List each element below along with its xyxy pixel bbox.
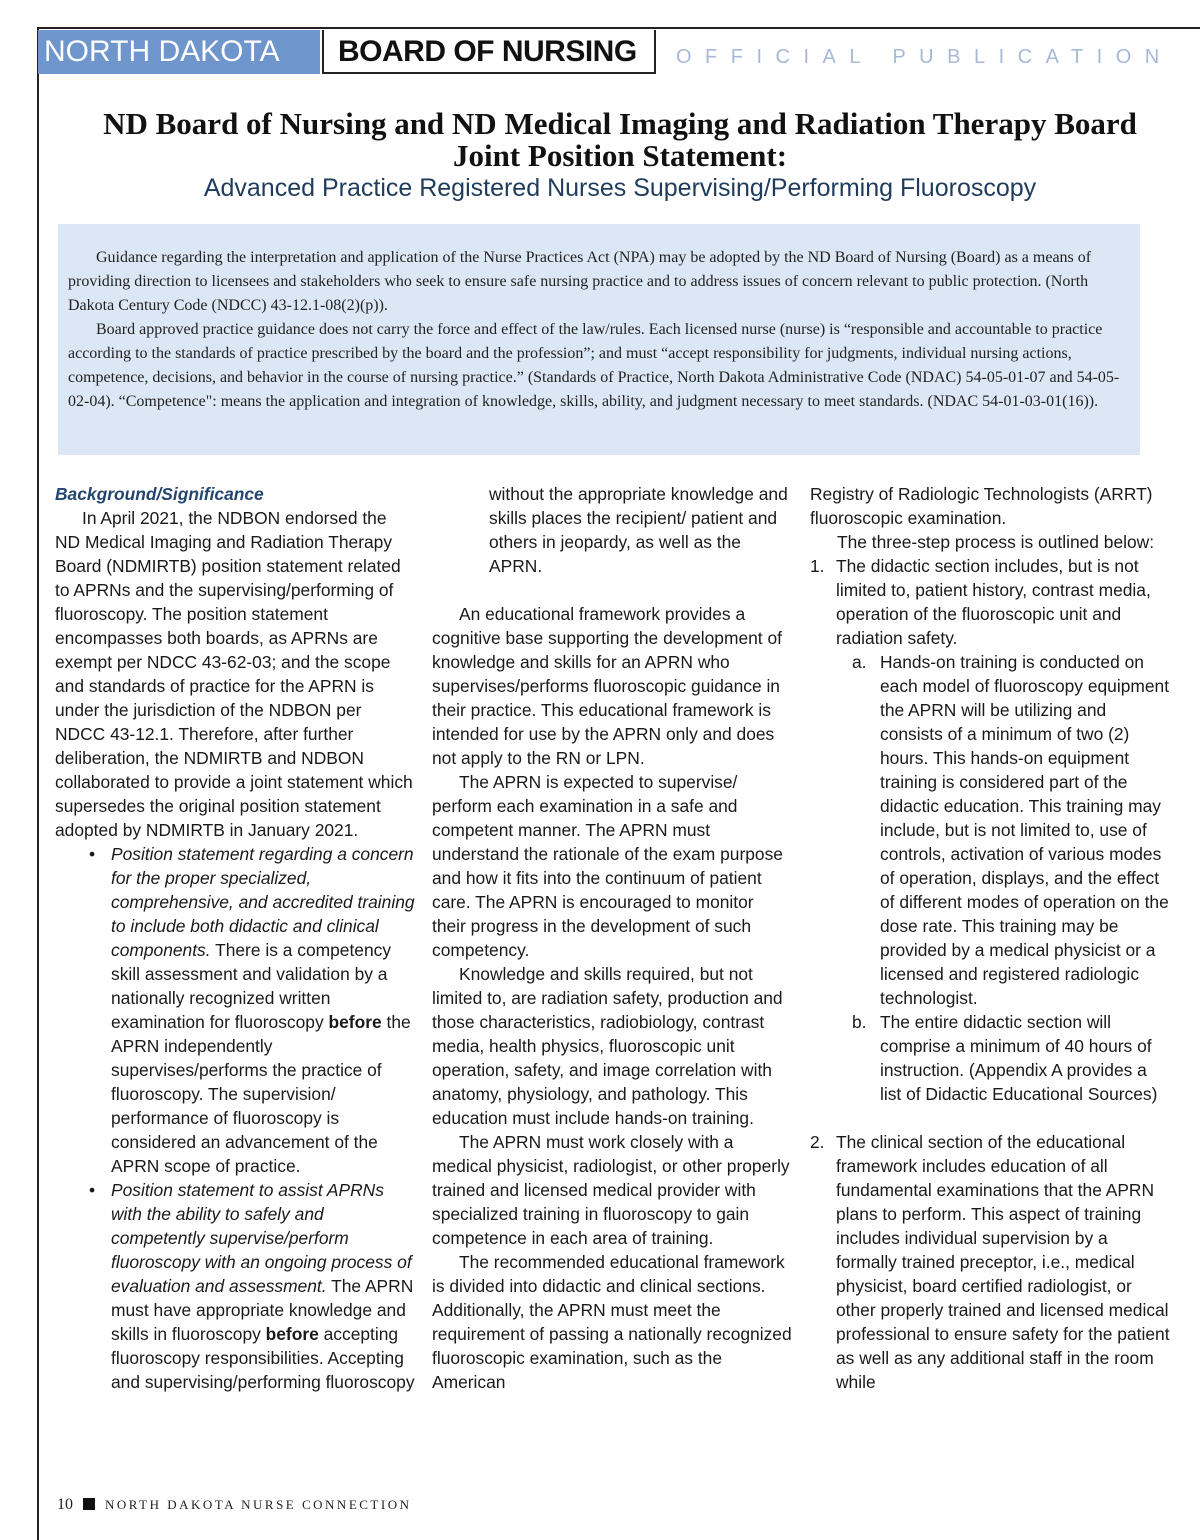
- framework-paragraph: An educational framework provides a cognitive base supporting the development of knowledge and skills for an APRN who supervises/performs fluoroscopic guidance in their practice. This educational framework is intended for use by the APRN only and does not apply to the RN or LPN.: [432, 604, 782, 768]
- header-rule: [38, 27, 1200, 29]
- guidance-paragraph-2: Board approved practice guidance does not carry the force and effect of the law/rules. Each licensed nurse (nurse) is “responsible and accountable to practice according to the standards of practice prescribed by the board and the profession”; and must “accept responsibility for judgments, individual nursing actions, competence, decisions, and behavior in the course of nursing practice.” (Standards of Practice, North Dakota Administrative Code (NDAC) 54-05-01-07 and 54-05-02-04). “Competence": means the application and integration of knowledge, skills, ability, and judgment necessary to meet standards. (NDAC 54-01-03-01(16)).: [68, 321, 1120, 410]
- guidance-box: [58, 224, 1140, 455]
- letter-marker: b.: [852, 1012, 867, 1032]
- column-2: [432, 482, 792, 1394]
- bullet-item-2: [55, 1178, 415, 1394]
- exam-continuation: Registry of Radiologic Technologists (ARRT) fluoroscopic examination.: [810, 484, 1153, 528]
- numbered-item-1: [810, 554, 1170, 650]
- three-step-intro: The three-step process is outlined below:: [837, 532, 1155, 552]
- header-board-name: BOARD OF NURSING: [322, 30, 656, 74]
- left-rule: [37, 27, 39, 1540]
- column-3: [810, 482, 1170, 1394]
- background-paragraph: In April 2021, the NDBON endorsed the ND Medical Imaging and Radiation Therapy Board (NDMIRTB) position statement related to APRNs and the supervising/performing of fluoroscopy. The position statement encompasses both boards, as APRNs are exempt per NDCC 43-62-03; and the scope and standards of practice for the APRN is under the jurisdiction of the NDBON per NDCC 43-12.1. Therefore, after further deliberation, the NDMIRTB and NDBON collaborated to provide a joint statement which supersedes the original position statement adopted by NDMIRTB in January 2021.: [55, 508, 413, 840]
- bullet-1-bold: before: [328, 1012, 382, 1032]
- lettered-item-b-text: The entire didactic section will comprise a minimum of 40 hours of instruction. (Appendix A provides a list of Didactic Educational Sources): [880, 1012, 1158, 1104]
- section-heading: Background/Significance: [55, 484, 264, 504]
- lettered-item-a-text: Hands-on training is conducted on each model of fluoroscopy equipment the APRN will be utilizing and consists of a minimum of two (2) hours. This hands-on equipment training is considered part of the didactic education. This training may include, but is not limited to, use of controls, activation of various modes of operation, displays, and the effect of different modes of operation on the dose rate. This training may be provided by a medical physicist or a licensed and registered radiologic technologist.: [880, 652, 1170, 1008]
- letter-marker: a.: [852, 652, 867, 672]
- bullet-continuation: without the appropriate knowledge and skills places the recipient/ patient and others in jeopardy, as well as the APRN.: [489, 484, 788, 576]
- publication-name: NORTH DAKOTA NURSE CONNECTION: [105, 1497, 412, 1512]
- bullet-mark: •: [89, 844, 96, 864]
- recommended-framework-paragraph: The recommended educational framework is divided into didactic and clinical sections. Additionally, the APRN must meet the requirement of passing a nationally recognized fluoroscopic examination, such as the American: [432, 1252, 792, 1392]
- bullet-2-text-b: accepting fluoroscopy responsibilities. Accepting and supervising/performing fluoroscopy: [111, 1324, 415, 1392]
- lettered-item-a: [810, 650, 1170, 1010]
- bullet-item-1: [55, 842, 415, 1178]
- page-footer: [57, 1496, 411, 1514]
- number-marker: 2.: [810, 1132, 825, 1152]
- knowledge-skills-paragraph: Knowledge and skills required, but not limited to, are radiation safety, production and those characteristics, radiobiology, contrast media, health physics, fluoroscopic unit operation, safety, and image correlation with anatomy, physiology, and pathology. This education must include hands-on training.: [432, 964, 783, 1128]
- bullet-2-bold: before: [265, 1324, 319, 1344]
- numbered-item-2: [810, 1130, 1170, 1394]
- bullet-1-text-a: There is a competency skill assessment and validation by a nationally recognized written examination for fluoroscopy: [111, 940, 392, 1032]
- article-subtitle: Advanced Practice Registered Nurses Supervising/Performing Fluoroscopy: [203, 174, 1037, 202]
- header-official-publication: OFFICIAL PUBLICATION: [676, 46, 1173, 68]
- article-title-line1: ND Board of Nursing and ND Medical Imaging and Radiation Therapy Board: [103, 106, 1137, 141]
- guidance-paragraph-1: Guidance regarding the interpretation and application of the Nurse Practices Act (NPA) may be adopted by the ND Board of Nursing (Board) as a means of providing direction to licensees and stakeholders who seek to ensure safe nursing practice and to address issues of concern relevant to public protection. (North Dakota Century Code (NDCC) 43-12.1-08(2)(p)).: [68, 249, 1092, 314]
- numbered-item-2-text: The clinical section of the educational framework includes education of all fundamental examinations that the APRN plans to perform. This aspect of training includes individual supervision by a formally trained preceptor, i.e., medical physicist, board certified radiologist, or other properly trained and licensed medical professional to ensure safety for the patient as well as any additional staff in the room while: [836, 1132, 1170, 1392]
- bullet-2-italic: Position statement to assist APRNs with the ability to safely and competently supervise/perform fluoroscopy with an ongoing process of evaluation and assessment.: [111, 1180, 412, 1296]
- numbered-item-1-text: The didactic section includes, but is not limited to, patient history, contrast media, operation of the fluoroscopic unit and radiation safety.: [836, 556, 1151, 648]
- number-marker: 1.: [810, 556, 825, 576]
- work-closely-paragraph: The APRN must work closely with a medical physicist, radiologist, or other properly trained and licensed medical provider with specialized training in fluoroscopy to gain competence in each area of training.: [432, 1132, 790, 1248]
- bullet-mark: •: [89, 1180, 96, 1200]
- column-1: [55, 482, 415, 1394]
- article-title-line2: Joint Position Statement:: [452, 138, 788, 173]
- bullet-1-italic: Position statement regarding a concern for the proper specialized, comprehensive, and accredited training to include both didactic and clinical components.: [111, 844, 415, 960]
- footer-square-icon: [83, 1498, 95, 1510]
- bullet-1-text-b: the APRN independently supervises/performs the practice of fluoroscopy. The supervision/ performance of fluoroscopy is considered an advancement of the APRN scope of practice.: [111, 1012, 411, 1176]
- header-state-banner: NORTH DAKOTA: [38, 30, 320, 74]
- bullet-2-text-a: The APRN must have appropriate knowledge and skills in fluoroscopy: [111, 1276, 414, 1344]
- page-number: 10: [57, 1496, 73, 1513]
- aprn-expected-paragraph: The APRN is expected to supervise/ perform each examination in a safe and competent manner. The APRN must understand the rationale of the exam purpose and how it fits into the continuum of patient care. The APRN is encouraged to monitor their progress in the development of such competency.: [432, 772, 783, 960]
- lettered-item-b: [810, 1010, 1170, 1106]
